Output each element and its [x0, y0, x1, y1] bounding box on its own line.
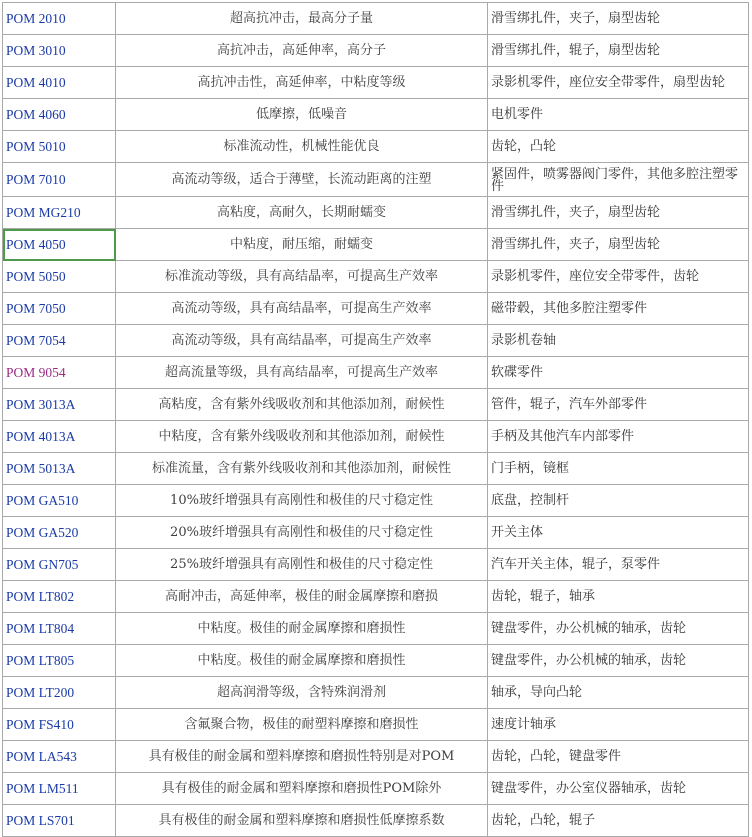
feature-cell: 高流动等级，适合于薄壁，长流动距离的注塑 [116, 163, 488, 197]
application-cell: 手柄及其他汽车内部零件 [488, 421, 749, 453]
application-cell: 录影机零件，座位安全带零件，齿轮 [488, 261, 749, 293]
feature-cell: 中粘度。极佳的耐金属摩擦和磨损性 [116, 613, 488, 645]
application-cell: 门手柄，镜框 [488, 453, 749, 485]
feature-cell: 高流动等级，具有高结晶率，可提高生产效率 [116, 325, 488, 357]
application-cell: 录影机零件，座位安全带零件，扇型齿轮 [488, 67, 749, 99]
application-cell: 软碟零件 [488, 357, 749, 389]
application-cell: 滑雪绑扎件，夹子，扇型齿轮 [488, 3, 749, 35]
application-cell: 齿轮，辊子，轴承 [488, 581, 749, 613]
grade-link[interactable]: POM LA543 [3, 741, 116, 773]
application-cell: 滑雪绑扎件，夹子，扇型齿轮 [488, 229, 749, 261]
feature-cell: 高耐冲击，高延伸率，极佳的耐金属摩擦和磨损 [116, 581, 488, 613]
application-cell: 键盘零件，办公机械的轴承，齿轮 [488, 645, 749, 677]
grade-link[interactable]: POM LS701 [3, 805, 116, 837]
grade-link[interactable]: POM 2010 [3, 3, 116, 35]
feature-cell: 超高抗冲击，最高分子量 [116, 3, 488, 35]
feature-cell: 高抗冲击，高延伸率，高分子 [116, 35, 488, 67]
table-row [3, 421, 749, 453]
feature-cell: 标准流动等级，具有高结晶率，可提高生产效率 [116, 261, 488, 293]
table-row [3, 773, 749, 805]
grade-link[interactable]: POM 7054 [3, 325, 116, 357]
grade-link[interactable]: POM 5010 [3, 131, 116, 163]
grade-link[interactable]: POM 4013A [3, 421, 116, 453]
feature-cell: 含氟聚合物，极佳的耐塑料摩擦和磨损性 [116, 709, 488, 741]
application-cell: 汽车开关主体，辊子，泵零件 [488, 549, 749, 581]
feature-cell: 超高流量等级，具有高结晶率，可提高生产效率 [116, 357, 488, 389]
grade-link[interactable]: POM 4060 [3, 99, 116, 131]
grade-link[interactable]: POM LT804 [3, 613, 116, 645]
grade-link[interactable]: POM FS410 [3, 709, 116, 741]
grade-link[interactable]: POM 5013A [3, 453, 116, 485]
feature-cell: 10%玻纤增强具有高刚性和极佳的尺寸稳定性 [116, 485, 488, 517]
table-row [3, 197, 749, 229]
application-cell: 齿轮，凸轮 [488, 131, 749, 163]
feature-cell: 具有极佳的耐金属和塑料摩擦和磨损性POM除外 [116, 773, 488, 805]
feature-cell: 标准流量，含有紫外线吸收剂和其他添加剂，耐候性 [116, 453, 488, 485]
application-cell: 齿轮，凸轮，键盘零件 [488, 741, 749, 773]
table-row [3, 645, 749, 677]
application-cell: 轴承，导向凸轮 [488, 677, 749, 709]
feature-cell: 高抗冲击性，高延伸率，中粘度等级 [116, 67, 488, 99]
application-cell: 电机零件 [488, 99, 749, 131]
table-row [3, 549, 749, 581]
table-row [3, 453, 749, 485]
grade-link[interactable]: POM GN705 [3, 549, 116, 581]
application-cell: 开关主体 [488, 517, 749, 549]
grade-link[interactable]: POM GA520 [3, 517, 116, 549]
grade-link[interactable]: POM GA510 [3, 485, 116, 517]
grade-link[interactable]: POM 5050 [3, 261, 116, 293]
grade-link[interactable]: POM LM511 [3, 773, 116, 805]
table-row [3, 389, 749, 421]
feature-cell: 超高润滑等级，含特殊润滑剂 [116, 677, 488, 709]
table-row [3, 67, 749, 99]
grade-link-selected[interactable]: POM 4050 [3, 229, 116, 261]
feature-cell: 高流动等级，具有高结晶率，可提高生产效率 [116, 293, 488, 325]
feature-cell: 标准流动性，机械性能优良 [116, 131, 488, 163]
application-cell: 录影机卷轴 [488, 325, 749, 357]
feature-cell: 中粘度。极佳的耐金属摩擦和磨损性 [116, 645, 488, 677]
feature-cell: 20%玻纤增强具有高刚性和极佳的尺寸稳定性 [116, 517, 488, 549]
table-row [3, 741, 749, 773]
feature-cell: 25%玻纤增强具有高刚性和极佳的尺寸稳定性 [116, 549, 488, 581]
application-cell: 齿轮，凸轮，辊子 [488, 805, 749, 837]
table-row [3, 805, 749, 837]
table-row [3, 3, 749, 35]
application-cell: 键盘零件，办公机械的轴承，齿轮 [488, 613, 749, 645]
table-row [3, 581, 749, 613]
grade-link[interactable]: POM LT805 [3, 645, 116, 677]
feature-cell: 中粘度，耐压缩，耐蠕变 [116, 229, 488, 261]
application-cell: 紧固件，喷雾器阀门零件，其他多腔注塑零件 [488, 163, 749, 197]
grade-link[interactable]: POM MG210 [3, 197, 116, 229]
grade-link[interactable]: POM 3010 [3, 35, 116, 67]
table-row [3, 99, 749, 131]
application-cell: 磁带毂，其他多腔注塑零件 [488, 293, 749, 325]
table-row [3, 357, 749, 389]
feature-cell: 低摩擦，低噪音 [116, 99, 488, 131]
feature-cell: 高粘度，含有紫外线吸收剂和其他添加剂，耐候性 [116, 389, 488, 421]
table-row [3, 35, 749, 67]
table-row [3, 709, 749, 741]
application-cell: 管件，辊子，汽车外部零件 [488, 389, 749, 421]
grade-link-visited[interactable]: POM 9054 [3, 357, 116, 389]
table-row [3, 163, 749, 197]
grade-link[interactable]: POM 7050 [3, 293, 116, 325]
table-row [3, 485, 749, 517]
application-cell: 滑雪绑扎件，夹子，扇型齿轮 [488, 197, 749, 229]
feature-cell: 具有极佳的耐金属和塑料摩擦和磨损性特别是对POM [116, 741, 488, 773]
table-row [3, 677, 749, 709]
grade-link[interactable]: POM 7010 [3, 163, 116, 197]
table-row [3, 293, 749, 325]
grade-link[interactable]: POM 4010 [3, 67, 116, 99]
table-row [3, 517, 749, 549]
table-row [3, 325, 749, 357]
table-row [3, 229, 749, 261]
table-row [3, 131, 749, 163]
application-cell: 键盘零件，办公室仪器轴承，齿轮 [488, 773, 749, 805]
feature-cell: 具有极佳的耐金属和塑料摩擦和磨损性低摩擦系数 [116, 805, 488, 837]
grade-link[interactable]: POM 3013A [3, 389, 116, 421]
table-row [3, 613, 749, 645]
pom-grades-table [2, 2, 749, 837]
grade-link[interactable]: POM LT200 [3, 677, 116, 709]
application-cell: 速度计轴承 [488, 709, 749, 741]
application-cell: 滑雪绑扎件，辊子，扇型齿轮 [488, 35, 749, 67]
feature-cell: 中粘度，含有紫外线吸收剂和其他添加剂，耐候性 [116, 421, 488, 453]
table-row [3, 261, 749, 293]
grade-link[interactable]: POM LT802 [3, 581, 116, 613]
table-body [3, 3, 749, 837]
application-cell: 底盘，控制杆 [488, 485, 749, 517]
feature-cell: 高粘度，高耐久，长期耐蠕变 [116, 197, 488, 229]
